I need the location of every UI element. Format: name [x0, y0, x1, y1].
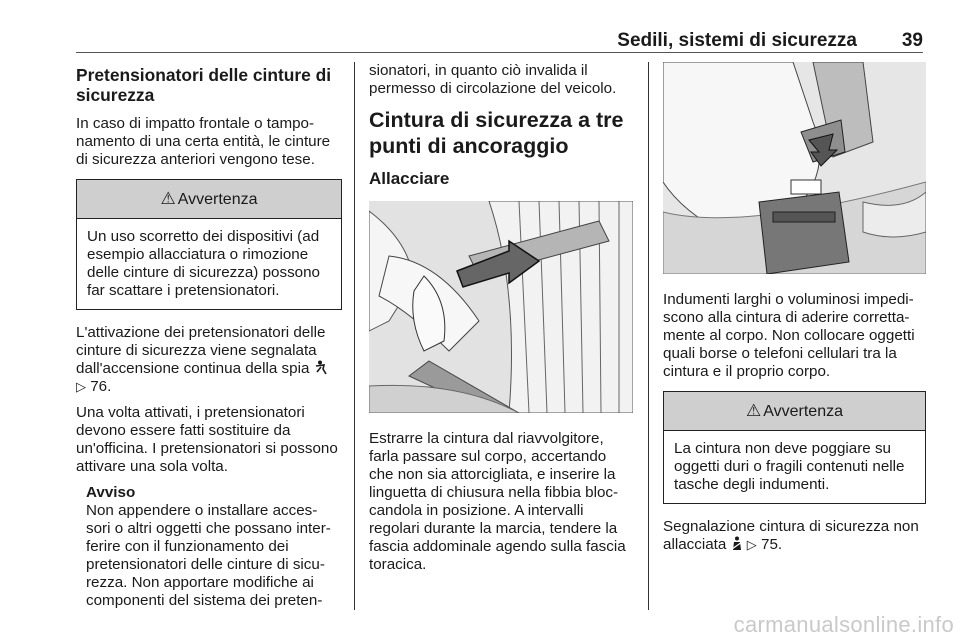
- watermark: carmanualsonline.info: [733, 612, 954, 637]
- column-divider-1: [354, 62, 355, 610]
- warning-title: Avvertenza: [177, 191, 258, 208]
- unfastened-reminder-text: Segnalazione cintura di sicurezza non allacciata: [663, 518, 919, 553]
- page-ref-75[interactable]: 75.: [761, 536, 783, 553]
- column-1: [76, 62, 342, 610]
- warning-header: [77, 180, 341, 219]
- column-2: [369, 62, 633, 582]
- page-header: [76, 12, 923, 53]
- warning-box-2: [663, 391, 926, 504]
- page-number: 39: [901, 30, 923, 51]
- replacement-paragraph: Una volta attivati, i pretensionatori devono essere fatti sostituire da un'officina. I pretensionatori si possono attivare una sola volta.: [76, 404, 338, 475]
- continued-paragraph: sionatori, in quanto ciò invalida il permesso di circolazione del veicolo.: [369, 62, 617, 97]
- warning-triangle-icon: ⚠: [746, 401, 762, 420]
- column-3: [663, 62, 926, 562]
- seatbelt-warning-icon: [314, 360, 328, 375]
- warning-header-2: [664, 392, 925, 431]
- seatbelt-fastening-figure: [369, 201, 633, 413]
- activation-paragraph: [76, 324, 342, 396]
- loose-clothing-paragraph: Indumenti larghi o voluminosi impedi- scono alla cintura di aderire corretta- mente al corpo. Non collocare oggetti quali borse o telefoni cellulari tra la cintura e il proprio corpo.: [663, 291, 915, 380]
- section-heading-three-point-belt: Cintura di sicurezza a tre punti di ancoraggio: [369, 108, 624, 158]
- note-title: Avviso: [86, 484, 136, 501]
- subheading-fasten: Allacciare: [369, 169, 450, 188]
- belt-buckle-figure: [663, 62, 926, 274]
- warning-box: [76, 179, 342, 310]
- seatbelt-fastening-illustration-icon: [369, 201, 633, 413]
- page-ref-arrow-icon[interactable]: ▷: [746, 537, 757, 552]
- page-ref-76[interactable]: 76.: [90, 378, 112, 395]
- unfastened-reminder-paragraph: [663, 518, 926, 554]
- column-divider-2: [648, 62, 649, 610]
- belt-buckle-illustration-icon: [663, 62, 926, 274]
- note-box: [86, 484, 342, 610]
- section-heading-pretensioners: Pretensionatori delle cinture di sicurezza: [76, 65, 332, 105]
- activation-text: L'attivazione dei pretensionatori delle cinture di sicurezza viene segnalata dall'accensione continua della spia: [76, 324, 326, 377]
- warning-triangle-icon: ⚠: [160, 189, 176, 208]
- intro-paragraph: In caso di impatto frontale o tampo- namento di una certa entità, le cinture di sicurezza anteriori vengono tese.: [76, 115, 331, 168]
- fastening-instructions: Estrarre la cintura dal riavvolgitore, farla passare sul corpo, accertando che non sia attorcigliata, e inserire la linguetta di chiusura nella fibbia bloc- candola in posizione. A intervalli regolari durante la marcia, tendere la fascia addominale agendo sulla fascia toracica.: [369, 430, 626, 573]
- page-ref-arrow-icon[interactable]: ▷: [76, 379, 86, 394]
- warning-body: Un uso scorretto dei dispositivi (ad esempio allacciatura o rimozione delle cinture di sicurezza) possono far scattare i pretensionatori.: [87, 228, 320, 299]
- note-body: Non appendere o installare acces- sori o altri oggetti che possano inter- ferire con il funzionamento dei pretensionatori delle cinture di sicu- rezza. Non apportare modifiche ai componenti del sistema dei preten-: [86, 502, 331, 609]
- page-title: Sedili, sistemi di sicurezza: [617, 30, 857, 51]
- warning-title-2: Avvertenza: [763, 403, 843, 420]
- seatbelt-reminder-icon: [731, 536, 743, 551]
- warning-body-2: La cintura non deve poggiare su oggetti duri o fragili contenuti nelle tasche degli indumenti.: [674, 440, 905, 493]
